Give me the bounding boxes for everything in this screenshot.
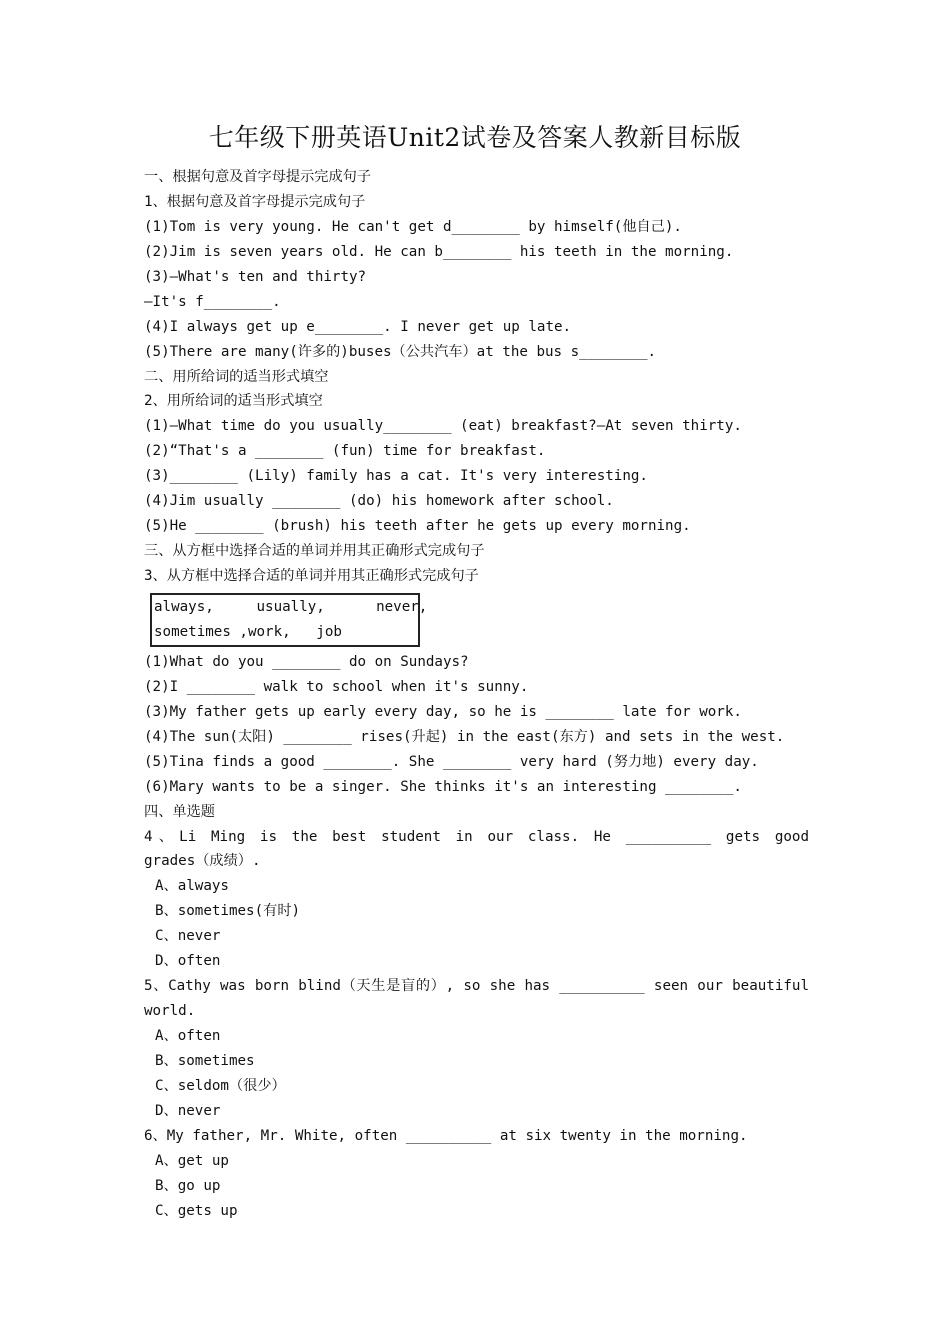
option-a: A、always	[155, 878, 229, 895]
word-box-line: sometimes ,work, job	[154, 623, 342, 640]
question-line: (4)I always get up e________. I never get up late.	[144, 318, 572, 335]
question-line: (1)Tom is very young. He can't get d________ by himself(他自己).	[144, 218, 682, 235]
section-heading-1: 一、根据句意及首字母提示完成句子	[144, 169, 372, 185]
question-line: (4)Jim usually ________ (do) his homework after school.	[144, 493, 614, 510]
option-c: C、gets up	[155, 1202, 238, 1219]
option-d: D、often	[155, 953, 221, 970]
word-box-line: always, usually, never,	[154, 598, 428, 615]
question-4-stem-cont: grades（成绩）.	[144, 853, 261, 870]
question-line: (5)He ________ (brush) his teeth after he gets up every morning.	[144, 518, 691, 535]
question-line: (2)I ________ walk to school when it's sunny.	[144, 678, 529, 695]
question-line: (5)Tina finds a good ________. She ________ very hard (努力地) every day.	[144, 753, 759, 770]
option-a: A、often	[155, 1028, 221, 1044]
question-line: (5)There are many(许多的)buses（公共汽车）at the bus s________.	[144, 343, 657, 360]
option-c: C、never	[155, 928, 221, 945]
question-line: (3)________ (Lily) family has a cat. It's very interesting.	[144, 468, 648, 485]
document-title: 七年级下册英语Unit2试卷及答案人教新目标版	[208, 123, 742, 152]
question-line: (1)What do you ________ do on Sundays?	[144, 653, 469, 670]
section-heading-2: 二、用所给词的适当形式填空	[144, 368, 329, 385]
option-b: B、sometimes	[155, 1052, 255, 1069]
question-line: (2)“That's a ________ (fun) time for breakfast.	[144, 443, 546, 460]
option-d: D、never	[155, 1102, 221, 1119]
section-heading-3: 三、从方框中选择合适的单词并用其正确形式完成句子	[144, 543, 485, 560]
question-5-stem: 5、Cathy was born blind（天生是盲的）, so she has __________ seen our beautiful	[144, 978, 809, 995]
option-a: A、get up	[155, 1152, 229, 1169]
question-5-stem-cont: world.	[144, 1003, 196, 1020]
question-line: (2)Jim is seven years old. He can b________ his teeth in the morning.	[144, 243, 734, 260]
option-b: B、go up	[155, 1177, 221, 1194]
question-line: —It's f________.	[144, 293, 281, 310]
question-line: (3)—What's ten and thirty?	[144, 268, 367, 285]
word-box	[150, 593, 428, 647]
question-title-2: 2、用所给词的适当形式填空	[144, 393, 323, 410]
question-title-1: 1、根据句意及首字母提示完成句子	[144, 193, 366, 210]
question-6-stem: 6、My father, Mr. White, often __________ at six twenty in the morning.	[144, 1127, 748, 1144]
option-c: C、seldom（很少）	[155, 1077, 286, 1094]
section-heading-4: 四、单选题	[144, 803, 215, 820]
question-line: (4)The sun(太阳) ________ rises(升起) in the east(东方) and sets in the west.	[144, 728, 785, 745]
question-line: (6)Mary wants to be a singer. She thinks it's an interesting ________.	[144, 778, 742, 795]
question-line: (3)My father gets up early every day, so he is ________ late for work.	[144, 703, 742, 720]
question-title-3: 3、从方框中选择合适的单词并用其正确形式完成句子	[144, 568, 479, 584]
question-line: (1)—What time do you usually________ (eat) breakfast?—At seven thirty.	[144, 418, 742, 435]
question-4-stem: 4、Li Ming is the best student in our class. He __________ gets good	[144, 828, 809, 845]
document-body	[144, 165, 809, 1224]
option-b: B、sometimes(有时)	[155, 903, 301, 920]
